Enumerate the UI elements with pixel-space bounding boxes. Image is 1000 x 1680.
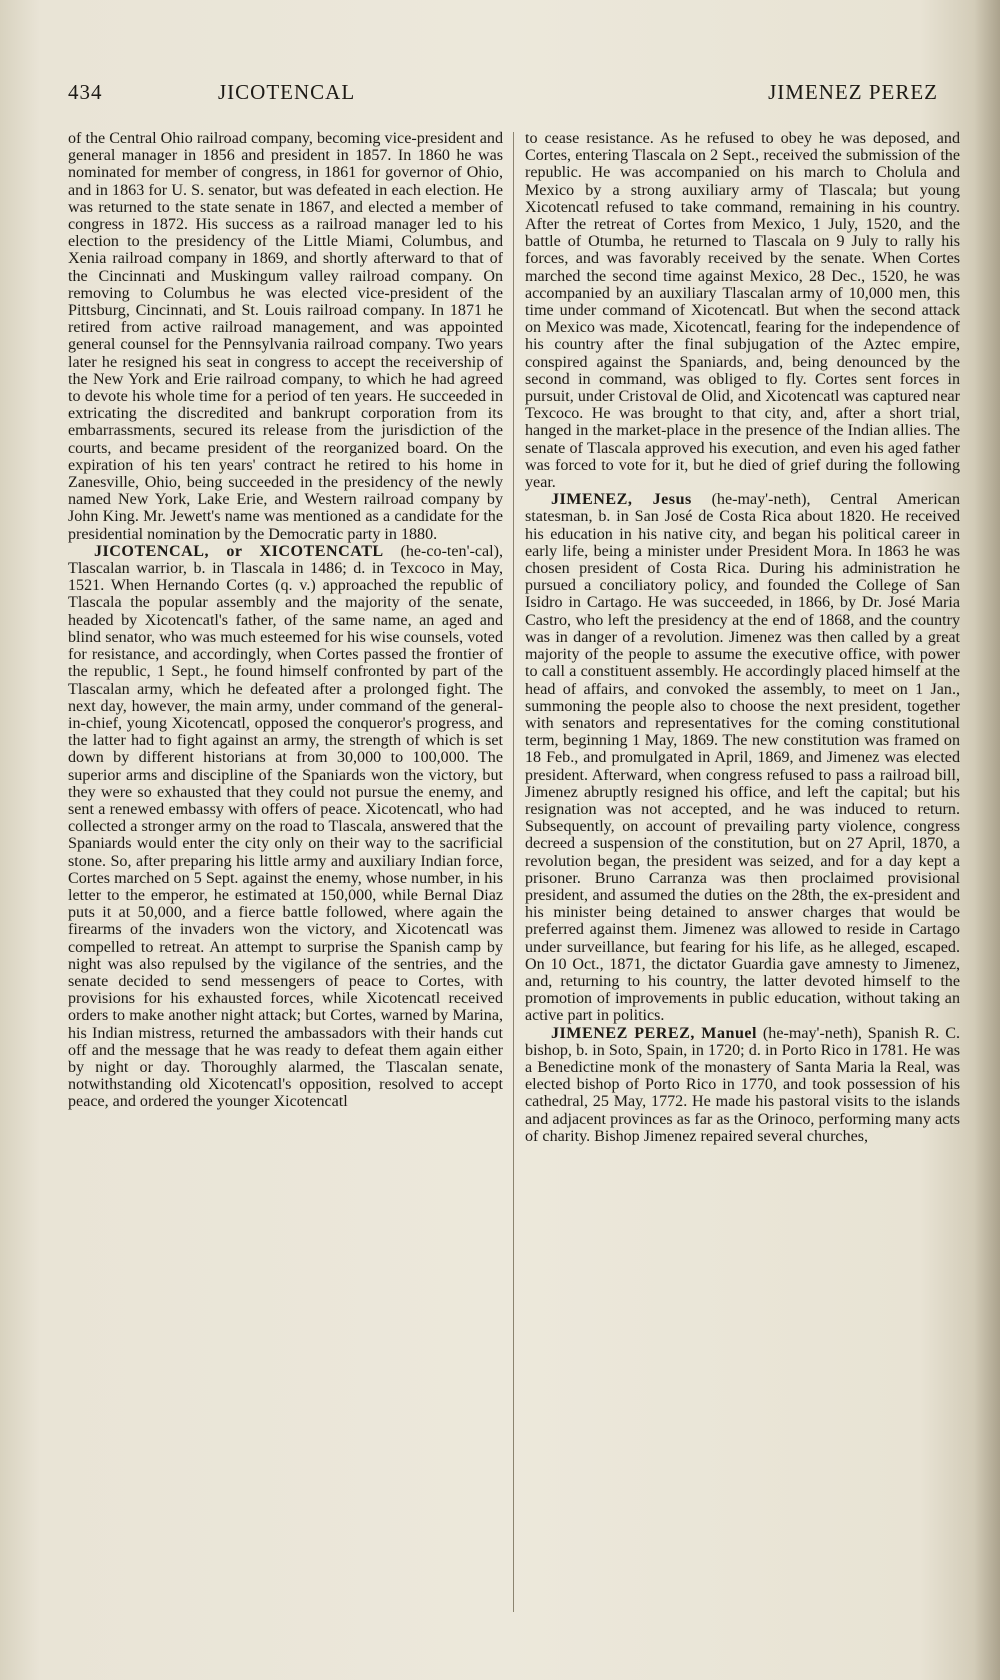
entry-headword: JIMENEZ, Jesus xyxy=(551,491,692,509)
page-edge-shadow xyxy=(974,0,1000,1680)
entry-jimenez-perez xyxy=(525,1025,960,1145)
entry-jicotencal xyxy=(68,543,503,1111)
left-column xyxy=(68,130,503,1111)
entry-headword: JICOTENCAL, or XICOTENCATL xyxy=(94,542,384,560)
entry-jimenez-jesus xyxy=(525,491,960,1024)
column-divider xyxy=(513,132,514,1612)
left-running-head: JICOTENCAL xyxy=(218,80,356,104)
continued-entry-text: of the Central Ohio railroad company, becoming vice-president and general manager in 1856 and president in 1857. In 1860 he was nominated for member of congress, in 1861 for governor of Ohio, and in 1863 for U. S. senator, but was defeated in each election. He was returned to the state senate in 1867, and elected a member of congress in 1872. His success as a railroad manager led to his election to the presidency of the Little Miami, Columbus, and Xenia railroad company in 1869, and shortly afterward to that of the Cincinnati and Muskingum valley railroad company. On removing to Columbus he was elected vice-president of the Pittsburg, Cincinnati, and St. Louis railroad company. In 1871 he retired from active railroad management, and was appointed general counsel for the Pennsylvania railroad company. Two years later he resigned his seat in congress to accept the receivership of the New York and Erie railroad company, to which he had agreed to devote his whole time for a period of ten years. He succeeded in extricating the discredited and bankrupt corporation from its embarrassments, secured its release from the jurisdiction of the courts, and became president of the reorganized board. On the expiration of his ten years' contract he retired to his home in Zanesville, Ohio, being succeeded in the presidency of the newly named New York, Lake Erie, and Western railroad company by John King. Mr. Jewett's name was mentioned as a candidate for the presidential nomination by the Democratic party in 1880. xyxy=(68,130,503,543)
entry-body: (he-may'-neth), Central American statesman, b. in San José de Costa Rica about 1820. He received his education in his native city, and began his political career in early life, being a minister under President Mora. In 1863 he was chosen president of Costa Rica. During his administration he pursued a conciliatory policy, and founded the College of San Isidro in Cartago. He was succeeded, in 1866, by Dr. José Maria Castro, who left the presidency at the end of 1868, and the country was in danger of a revolution. Jimenez was then called by a great majority of the people to assume the executive office, with power to call a constituent assembly. He accordingly placed himself at the head of affairs, and convoked the assembly, to meet on 1 Jan., summoning the people also to choose the next president, together with senators and representatives for the coming constitutional term, beginning 1 May, 1869. The new constitution was framed on 18 Feb., and promulgated in April, 1869, and Jimenez was elected president. Afterward, when congress refused to pass a railroad bill, Jimenez abruptly resigned his office, and left the capital; but his resignation was not accepted, and he was induced to return. Subsequently, on account of prevailing party violence, congress decreed a suspension of the constitution, but on 27 April, 1870, a revolution began, the president was seized, and for a day kept a prisoner. Bruno Carranza was then proclaimed provisional president, and assumed the duties on the 28th, the ex-president and his minister being detained to answer charges that would be preferred against them. Jimenez was allowed to reside in Cartago under surveillance, but fearing for his life, as he alleged, escaped. On 10 Oct., 1871, the dictator Guardia gave amnesty to Jimenez, and, returning to his country, the latter devoted himself to the promotion of improvements in public education, without taking an active part in politics. xyxy=(525,491,961,1025)
right-running-head: JIMENEZ PEREZ xyxy=(768,80,938,104)
page-number: 434 xyxy=(68,80,103,104)
entry-body: (he-co-ten'-cal), Tlascalan warrior, b. in Tlascala in 1486; d. in Texcoco in May, 1521. When Hernando Cortes (q. v.) approached the republic of Tlascala the popular assembly and the majority of the senate, headed by Xicotencatl's father, of the same name, an aged and blind senator, who was much esteemed for his wise counsels, voted for resistance, and accordingly, when Cortes passed the frontier of the republic, 1 Sept., he found himself confronted by part of the Tlascalan army, which he defeated after a prolonged fight. The next day, however, the main army, under command of the general-in-chief, young Xicotencatl, opposed the conqueror's progress, and the latter had to fight against an army, the strength of which is set down by different historians at from 30,000 to 100,000. The superior arms and discipline of the Spaniards won the victory, but they were so exhausted that they could not pursue the enemy, and sent a renewed embassy with offers of peace. Xicotencatl, who had collected a stronger army on the road to Tlascala, answered that the Spaniards would enter the city only on their way to the sacrificial stone. So, after preparing his little army and auxiliary Indian force, Cortes marched on 5 Sept. against the enemy, whose number, in his letter to the emperor, he estimated at 150,000, while Bernal Diaz puts it at 50,000, and a fierce battle followed, where again the firearms of the invaders won the victory, and Xicotencatl was compelled to retreat. An attempt to surprise the Spanish camp by night was also repulsed by the vigilance of the sentries, and the senate decided to send messengers of peace to Cortes, with provisions for his exhausted forces, while Xicotencatl received orders to make another night attack; but Cortes, warned by Marina, his Indian mistress, returned the ambassadors with their hands cut off and the message that he was ready to defeat them again either by night or day. Thoroughly alarmed, the Tlascalan senate, notwithstanding old Xicotencatl's opposition, resolved to accept peace, and ordered the younger Xicotencatl xyxy=(68,542,503,1111)
running-header xyxy=(68,80,938,110)
right-column xyxy=(525,130,960,1145)
entry-body: (he-may'-neth), Spanish R. C. bishop, b. in Soto, Spain, in 1720; d. in Porto Rico in 1781. He was a Benedictine monk of the monastery of Santa Maria la Real, was elected bishop of Porto Rico in 1770, and took possession of his cathedral, 25 May, 1772. He made his pastoral visits to the islands and adjacent provinces as far as the Orinoco, performing many acts of charity. Bishop Jimenez repaired several churches, xyxy=(525,1024,961,1145)
entry-headword: JIMENEZ PEREZ, Manuel xyxy=(551,1024,758,1042)
continued-entry-text: to cease resistance. As he refused to obey he was deposed, and Cortes, entering Tlascala on 2 Sept., received the submission of the republic. He was accompanied on his march to Cholula and Mexico by a strong auxiliary army of Tlascala; but young Xicotencatl refused to take command, remaining in his country. After the retreat of Cortes from Mexico, 1 July, 1520, and the battle of Otumba, he returned to Tlascala on 9 July to rally his forces, and was favorably received by the senate. When Cortes marched the second time against Mexico, 28 Dec., 1520, he was accompanied by an auxiliary Tlascalan army of 10,000 men, this time under command of Xicotencatl. But when the second attack on Mexico was made, Xicotencatl, fearing for the independence of his country after the final subjugation of the Aztec empire, conspired against the Spaniards, and, being denounced by the second in command, was obliged to fly. Cortes sent forces in pursuit, under Cristoval de Olid, and Xicotencatl was captured near Texcoco. He was brought to that city, and, after a short trial, hanged in the market-place in the presence of the Indian allies. The senate of Tlascala approved his execution, and even his aged father was forced to vote for it, but he died of grief during the following year. xyxy=(525,130,960,492)
